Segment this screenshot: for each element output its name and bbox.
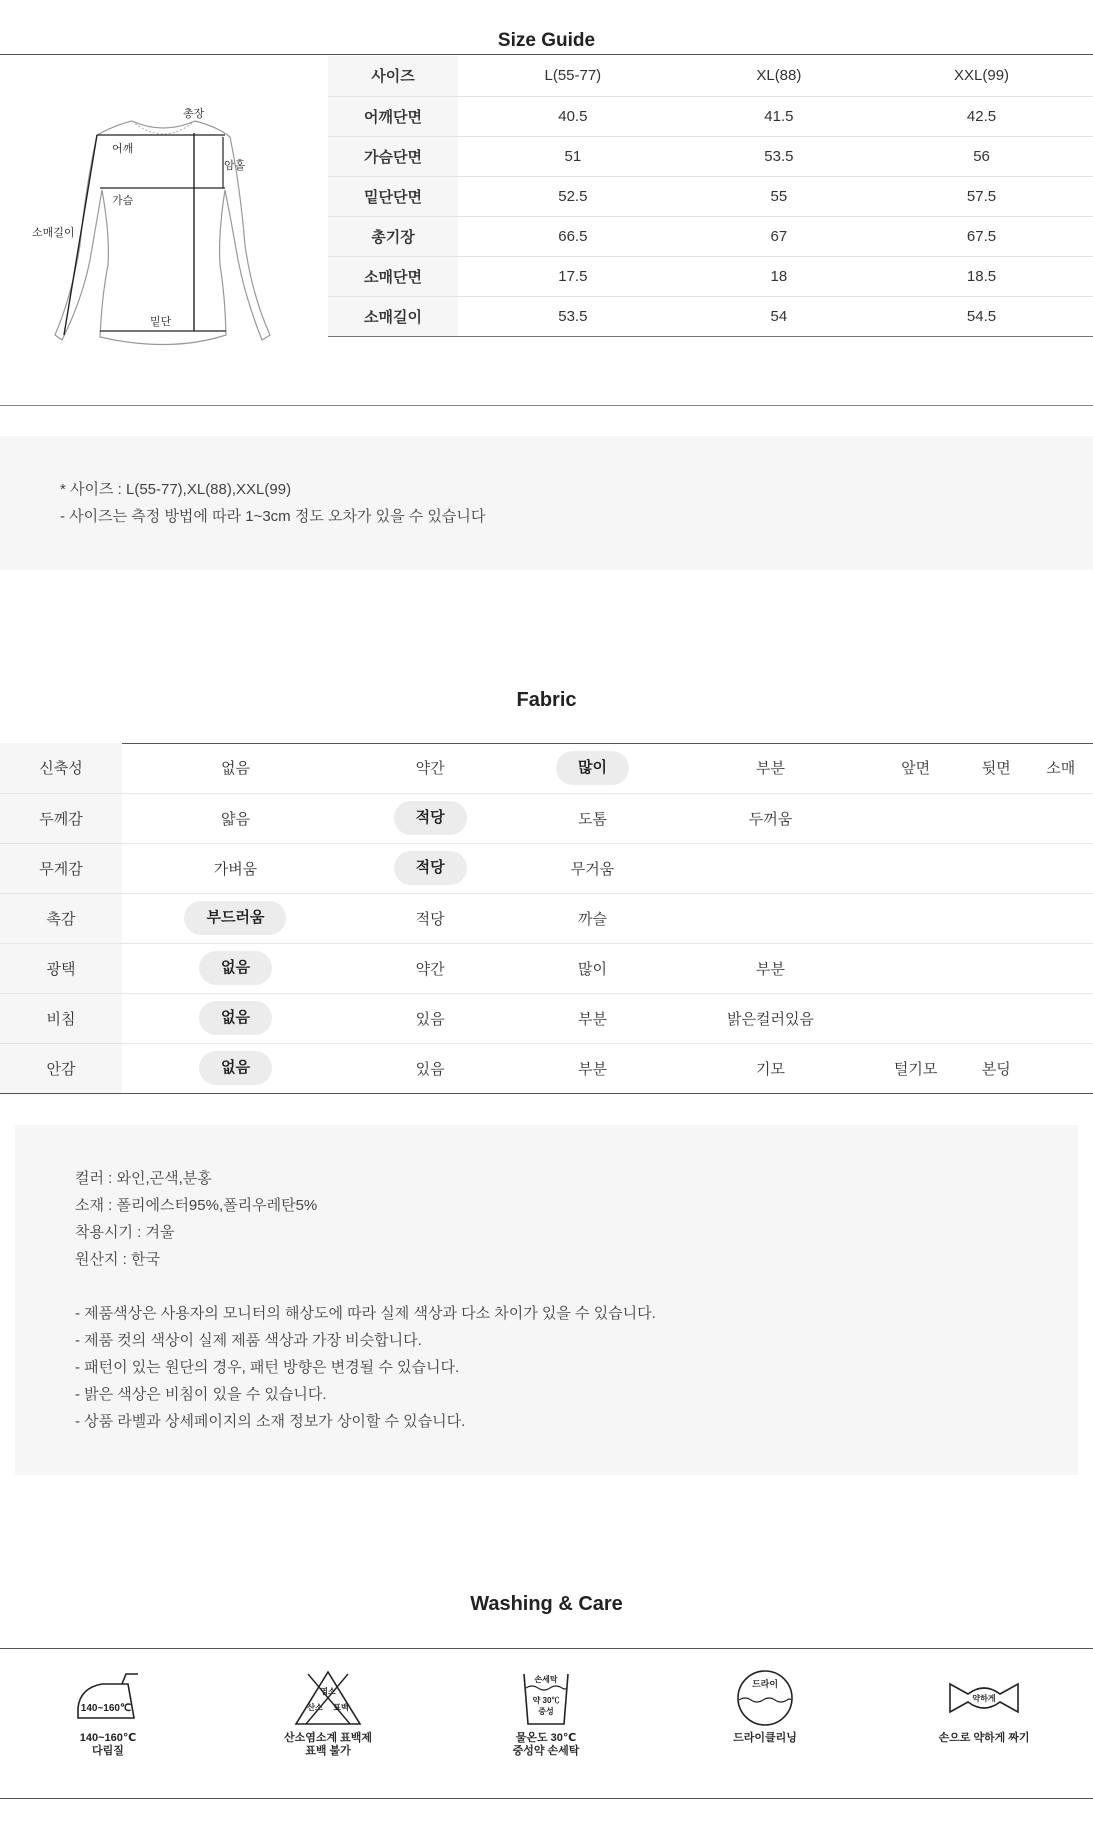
fabric-option-cell [867, 993, 964, 1043]
fabric-row-label: 광택 [0, 943, 122, 993]
fabric-option-cell [964, 943, 1028, 993]
fabric-option-cell [511, 1043, 673, 1093]
fabric-option: 약간 [415, 960, 445, 978]
fabric-info-line: 착용시기 : 겨울 [75, 1224, 175, 1241]
size-cell: 17.5 [458, 256, 688, 296]
size-note-line: * 사이즈 : L(55-77),XL(88),XXL(99) [60, 481, 292, 498]
fabric-option-cell [122, 893, 349, 943]
care-item-gentle-wring [884, 1670, 1084, 1745]
fabric-option-cell [349, 1043, 511, 1093]
fabric-option: 밝은컬러있음 [726, 1010, 814, 1028]
washing-title: Washing & Care [470, 1593, 623, 1615]
fabric-option-cell [867, 893, 964, 943]
fabric-option-cell [964, 843, 1028, 893]
fabric-row [0, 1043, 1093, 1093]
fabric-row-label: 비침 [0, 993, 122, 1043]
fabric-row [0, 843, 1093, 893]
fabric-option-cell [674, 943, 867, 993]
fabric-option-cell [1028, 943, 1093, 993]
fabric-option: 본딩 [981, 1060, 1011, 1078]
washing-divider-bottom [0, 1798, 1093, 1799]
fabric-option-cell [867, 843, 964, 893]
care-item-dry-clean [665, 1670, 865, 1745]
fabric-row-label: 무게감 [0, 843, 122, 893]
fabric-option-selected: 없음 [199, 951, 272, 985]
bleach-text-oxygen: 산소 [307, 1703, 323, 1712]
fabric-row-label: 신축성 [0, 743, 122, 793]
size-cell: 41.5 [688, 96, 870, 136]
fabric-option: 적당 [415, 910, 445, 928]
fabric-option-cell [511, 743, 673, 793]
fabric-option: 없음 [220, 760, 250, 778]
fabric-option-cell [674, 1043, 867, 1093]
fabric-option-cell [964, 893, 1028, 943]
fabric-option-cell [964, 793, 1028, 843]
size-row-label: 총기장 [328, 216, 458, 256]
fabric-row [0, 793, 1093, 843]
fabric-option: 도톰 [578, 810, 607, 828]
care-item-iron [8, 1670, 208, 1758]
size-row-label: 소매길이 [328, 296, 458, 336]
fabric-option-cell [122, 943, 349, 993]
size-cell: 53.5 [458, 296, 688, 336]
fabric-option: 많이 [578, 960, 607, 978]
hand-wash-neutral-text: 중성 [538, 1707, 554, 1716]
size-cell: 18 [688, 256, 870, 296]
size-table-row [328, 296, 1093, 336]
fabric-option: 부분 [755, 760, 785, 778]
size-row-label: 가슴단면 [328, 136, 458, 176]
fabric-option: 있음 [415, 1010, 445, 1028]
fabric-option-cell [674, 993, 867, 1043]
care-caption: 140~160℃ [79, 1732, 137, 1744]
fabric-option-cell [964, 743, 1028, 793]
care-caption: 물온도 30℃ [515, 1732, 577, 1744]
care-caption: 드라이클리닝 [733, 1732, 797, 1744]
diagram-label-sleeve-length: 소매길이 [32, 227, 75, 239]
bleach-text-chlorine: 염소 [320, 1687, 336, 1696]
iron-icon [68, 1670, 148, 1726]
fabric-option: 소매 [1046, 760, 1076, 778]
size-cell: 55 [688, 176, 870, 216]
size-cell: 56 [870, 136, 1093, 176]
fabric-row [0, 743, 1093, 793]
size-diagram [20, 95, 310, 365]
fabric-info-line: 소재 : 폴리에스터95%,폴리우레탄5% [75, 1197, 318, 1214]
fabric-option-selected: 많이 [556, 751, 629, 785]
fabric-option: 부분 [578, 1060, 607, 1078]
fabric-info-box [15, 1125, 1078, 1475]
fabric-row-label: 안감 [0, 1043, 122, 1093]
size-cell: 67 [688, 216, 870, 256]
size-table-row [328, 136, 1093, 176]
fabric-option-cell [867, 1043, 964, 1093]
care-item-hand-wash [446, 1670, 646, 1758]
fabric-option: 까슬 [578, 910, 607, 928]
fabric-row [0, 893, 1093, 943]
fabric-row-label: 촉감 [0, 893, 122, 943]
size-guide-divider-bottom [0, 405, 1093, 406]
size-note-line: - 사이즈는 측정 방법에 따라 1~3cm 정도 오차가 있을 수 있습니다 [60, 508, 486, 525]
fabric-option-selected: 적당 [394, 801, 467, 835]
bleach-text-bleach: 표백 [333, 1703, 349, 1712]
fabric-option-selected: 없음 [199, 1051, 272, 1085]
diagram-label-armhole: 암홀 [224, 160, 246, 172]
size-cell: 52.5 [458, 176, 688, 216]
size-table-header-cell: 사이즈 [328, 56, 458, 96]
fabric-option-cell [511, 893, 673, 943]
fabric-row [0, 993, 1093, 1043]
size-table [328, 56, 1093, 337]
fabric-option: 약간 [415, 760, 445, 778]
size-cell: 51 [458, 136, 688, 176]
fabric-option-cell [122, 993, 349, 1043]
fabric-option-selected: 없음 [199, 1001, 272, 1035]
fabric-option: 부분 [578, 1010, 607, 1028]
fabric-option: 기모 [755, 1060, 785, 1078]
size-table-row [328, 216, 1093, 256]
spacer [75, 1273, 1018, 1300]
care-caption: 산소염소계 표백제 [283, 1732, 373, 1744]
fabric-option-cell [674, 743, 867, 793]
fabric-option: 부분 [755, 960, 785, 978]
hand-wash-text: 손세탁 [534, 1675, 558, 1684]
fabric-option: 털기모 [893, 1060, 938, 1078]
iron-temp-text: 140~160℃ [80, 1703, 132, 1714]
fabric-option-cell [349, 893, 511, 943]
fabric-option-cell [1028, 743, 1093, 793]
fabric-option-selected: 적당 [394, 851, 467, 885]
diagram-label-total-length: 총장 [183, 108, 205, 120]
size-cell: 67.5 [870, 216, 1093, 256]
fabric-option-cell [122, 743, 349, 793]
disclaimer-line: - 제품 컷의 색상이 실제 제품 색상과 가장 비슷합니다. [75, 1332, 422, 1349]
hand-wash-icon [506, 1670, 586, 1726]
disclaimer-line: - 패턴이 있는 원단의 경우, 패턴 방향은 변경될 수 있습니다. [75, 1359, 460, 1376]
size-guide-title: Size Guide [497, 30, 596, 51]
fabric-option-cell [349, 743, 511, 793]
fabric-title: Fabric [516, 689, 577, 711]
fabric-option-cell [867, 793, 964, 843]
size-table-header-row [328, 56, 1093, 96]
care-caption: 표백 불가 [305, 1745, 351, 1757]
size-cell: 57.5 [870, 176, 1093, 216]
size-table-header-cell: L(55-77) [458, 56, 688, 96]
fabric-option-cell [1028, 793, 1093, 843]
fabric-option-cell [122, 843, 349, 893]
size-cell: 54 [688, 296, 870, 336]
fabric-option-cell [867, 743, 964, 793]
fabric-option-cell [511, 843, 673, 893]
size-table-row [328, 96, 1093, 136]
fabric-option-cell [349, 943, 511, 993]
disclaimer-line: - 밝은 색상은 비침이 있을 수 있습니다. [75, 1386, 327, 1403]
size-cell: 66.5 [458, 216, 688, 256]
dry-clean-text: 드라이 [751, 1679, 779, 1689]
fabric-info-line: 컬러 : 와인,곤색,분홍 [75, 1170, 212, 1187]
hand-wash-temp-text: 약 30℃ [532, 1696, 560, 1705]
fabric-info-line: 원산지 : 한국 [75, 1251, 160, 1268]
fabric-option-cell [1028, 993, 1093, 1043]
fabric-option-cell [349, 843, 511, 893]
size-cell: 53.5 [688, 136, 870, 176]
fabric-option: 있음 [415, 1060, 445, 1078]
size-table-header-cell: XL(88) [688, 56, 870, 96]
size-table-row [328, 176, 1093, 216]
fabric-option-cell [349, 993, 511, 1043]
size-cell: 42.5 [870, 96, 1093, 136]
size-cell: 40.5 [458, 96, 688, 136]
size-guide-divider-top [0, 54, 1093, 55]
fabric-row [0, 943, 1093, 993]
fabric-option: 가벼움 [213, 860, 258, 878]
fabric-option-cell [964, 1043, 1028, 1093]
fabric-row-label: 두께감 [0, 793, 122, 843]
fabric-option-cell [1028, 843, 1093, 893]
fabric-option: 뒷면 [981, 760, 1011, 778]
fabric-option-cell [674, 893, 867, 943]
fabric-option-cell [122, 793, 349, 843]
fabric-option-cell [511, 993, 673, 1043]
fabric-option-cell [964, 993, 1028, 1043]
gentle-wring-icon [944, 1670, 1024, 1726]
size-notes-box [0, 436, 1093, 570]
fabric-option-cell [511, 793, 673, 843]
fabric-option-cell [1028, 893, 1093, 943]
care-caption: 다림질 [92, 1745, 124, 1757]
care-caption: 중성약 손세탁 [512, 1745, 580, 1757]
size-cell: 18.5 [870, 256, 1093, 296]
fabric-table [0, 743, 1093, 1094]
fabric-option-cell [674, 793, 867, 843]
fabric-option-cell [122, 1043, 349, 1093]
disclaimer-line: - 상품 라벨과 상세페이지의 소재 정보가 상이할 수 있습니다. [75, 1413, 466, 1430]
fabric-option-cell [349, 793, 511, 843]
fabric-option-cell [674, 843, 867, 893]
no-bleach-icon [288, 1670, 368, 1726]
size-row-label: 어깨단면 [328, 96, 458, 136]
size-table-header-cell: XXL(99) [870, 56, 1093, 96]
size-row-label: 소매단면 [328, 256, 458, 296]
disclaimer-line: - 제품색상은 사용자의 모니터의 해상도에 따라 실제 색상과 다소 차이가 있을 수 있습니다. [75, 1305, 656, 1322]
fabric-option: 두꺼움 [748, 810, 793, 828]
size-cell: 54.5 [870, 296, 1093, 336]
fabric-option: 무거움 [570, 860, 615, 878]
size-row-label: 밑단단면 [328, 176, 458, 216]
fabric-option: 얇음 [220, 810, 250, 828]
fabric-option-cell [867, 943, 964, 993]
fabric-option-cell [1028, 1043, 1093, 1093]
fabric-option-cell [511, 943, 673, 993]
dry-clean-icon [725, 1670, 805, 1726]
diagram-label-hem: 밑단 [150, 316, 172, 328]
diagram-label-chest: 가슴 [112, 195, 134, 207]
care-item-no-bleach [228, 1670, 428, 1758]
washing-divider-top [0, 1648, 1093, 1649]
fabric-option: 앞면 [901, 760, 931, 778]
fabric-option-selected: 부드러움 [184, 901, 286, 935]
diagram-label-shoulder: 어깨 [112, 143, 134, 155]
size-table-row [328, 256, 1093, 296]
care-caption: 손으로 약하게 짜기 [938, 1732, 1030, 1744]
wring-text: 약하게 [972, 1694, 996, 1703]
